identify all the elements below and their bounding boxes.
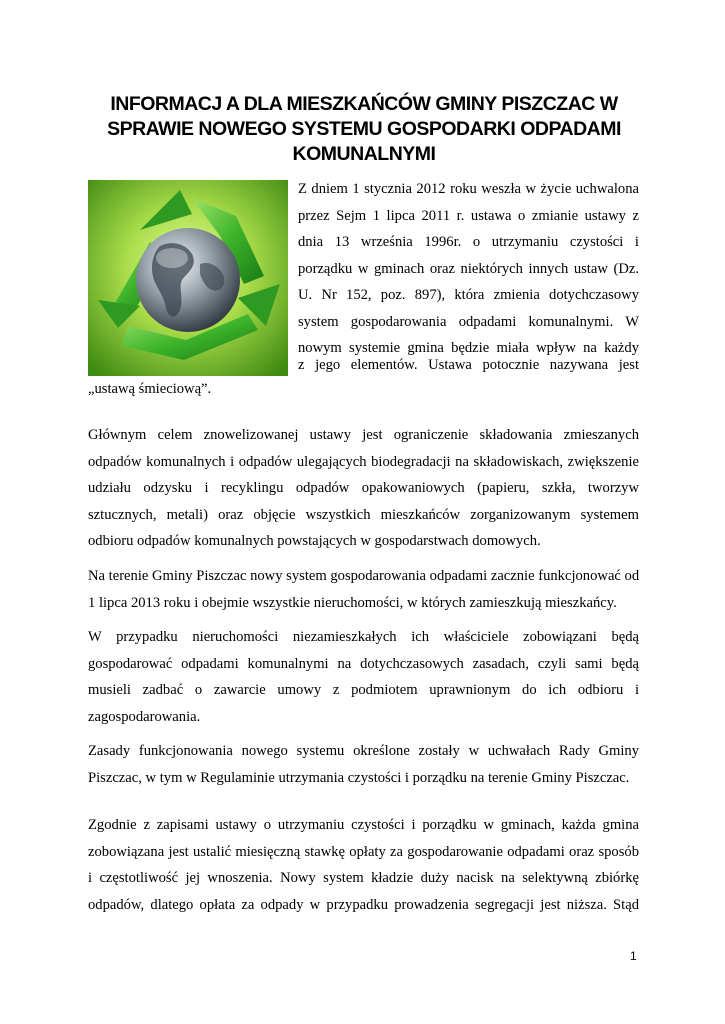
paragraph-3-line: gospodarować odpadami komunalnymi na dotychczasowych zasadach, czyli sami będą — [88, 655, 639, 672]
intro-line-3: dnia 13 września 1996r. o utrzymaniu czystości i — [298, 234, 639, 250]
recycling-globe-image — [88, 180, 288, 376]
paragraph-4-line: Piszczac, w tym w Regulaminie utrzymania czystości i porządku na terenie Gminy Piszczac. — [88, 769, 630, 786]
paragraph-1-line: Głównym celem znowelizowanej ustawy jest ograniczenie składowania zmieszanych — [88, 427, 639, 443]
title-line-1: INFORMACJ A DLA MIESZKAŃCÓW GMINY PISZCZAC W — [110, 93, 618, 115]
paragraph-1-line: odbioru odpadów komunalnych powstających w gospodarstwach domowych. — [88, 533, 541, 550]
paragraph-3-line: musieli zadbać o zawarcie umowy z podmiotem uprawnionym do ich odbioru i — [88, 682, 639, 699]
intro-line-8: z jego elementów. Ustawa potocznie nazywana jest — [298, 357, 639, 373]
paragraph-3 — [88, 627, 639, 733]
paragraph-5-line: zobowiązana jest ustalić miesięczną stawkę opłaty za gospodarowanie odpadami oraz sposób — [88, 843, 639, 860]
intro-line-1: Z dniem 1 stycznia 2012 roku weszła w życie uchwalona — [298, 181, 639, 197]
intro-tail: „ustawą śmieciową”. — [88, 381, 212, 397]
intro-line-5: U. Nr 152, poz. 897), która zmienia dotychczasowy — [298, 287, 639, 303]
intro-line-7: nowym systemie gmina będzie miała wpływ na każdy — [298, 340, 639, 356]
paragraph-1-line: odpadów komunalnych i odpadów ulegających biodegradacji na składowiskach, zwiększenie — [88, 453, 639, 470]
paragraph-2-line: 1 lipca 2013 roku i obejmie wszystkie nieruchomości, w których zamieszkują mieszkańcy. — [88, 594, 617, 611]
page-number: 1 — [630, 949, 637, 963]
paragraph-2 — [88, 566, 639, 619]
intro-line-4: porządku w gminach oraz niektórych innych ustaw (Dz. — [298, 261, 639, 277]
paragraph-5 — [88, 815, 639, 921]
paragraph-1 — [88, 425, 639, 558]
paragraph-4 — [88, 741, 639, 794]
paragraph-3-line: zagospodarowania. — [88, 708, 201, 725]
paragraph-2-line: Na terenie Gminy Piszczac nowy system gospodarowania odpadami zacznie funkcjonować od — [88, 568, 640, 584]
paragraph-1-line: udziału odzysku i recyklingu odpadów opakowaniowych (papieru, szkła, tworzyw — [88, 480, 639, 497]
title-line-2: SPRAWIE NOWEGO SYSTEMU GOSPODARKI ODPADAMI — [107, 118, 621, 140]
intro-line-2: przez Sejm 1 lipca 2011 r. ustawa o zmianie ustawy z — [298, 208, 639, 224]
paragraph-4-line: Zasady funkcjonowania nowego systemu określone zostały w uchwałach Rady Gminy — [88, 743, 639, 759]
recycling-globe-icon — [88, 180, 288, 376]
intro-line-6: system gospodarowania odpadami komunalnymi. W — [298, 314, 639, 330]
paragraph-1-line: sztucznych, metali) oraz objęcie wszystkich mieszkańców zorganizowanym systemem — [88, 506, 639, 523]
paragraph-5-line: Zgodnie z zapisami ustawy o utrzymaniu czystości i porządku w gminach, każda gmina — [88, 817, 639, 833]
title-line-3: KOMUNALNYMI — [292, 143, 436, 165]
document-title — [88, 92, 640, 167]
paragraph-5-line: i częstotliwość jej wnoszenia. Nowy system kładzie duży nacisk na selektywną zbiórkę — [88, 870, 639, 887]
paragraph-3-line: W przypadku nieruchomości niezamieszkałych ich właściciele zobowiązani będą — [88, 629, 639, 645]
paragraph-5-line: odpadów, dlatego opłata za odpady w przypadku prowadzenia segregacji jest niższa. Stąd — [88, 896, 639, 913]
